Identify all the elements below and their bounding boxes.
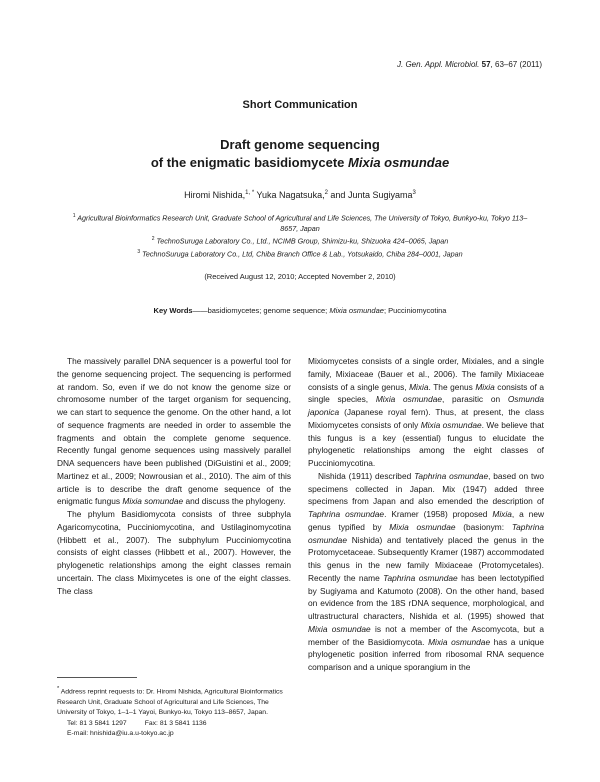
p3-italic-4: Osmunda japonica <box>308 394 544 417</box>
p4-text-9: has a unique phylogenetic position inferred from ribosomal RNA sequence comparison and a unique sporangium in the <box>308 636 544 672</box>
section-label: Short Communication <box>242 99 358 111</box>
author-2-name: Yuka Nagatsuka, <box>254 190 325 200</box>
title-line-2 <box>0 154 600 172</box>
paragraph-2: The phylum Basidiomycota consists of three subphyla Agaricomycotina, Pucciniomycotina, and Ustilaginomycotina (Hibbett et al., 2007). The subphylum Pucciniomycotina consists of eight classes (Hibbett et al., 2007). However, the phylogenetic relationships among the eight classes remain uncertain. The class Miximycetes is one of the eight classes. The class <box>57 509 291 596</box>
keywords-dash: —— <box>192 306 208 315</box>
footnote-marker: * <box>57 686 60 692</box>
footnote <box>57 684 291 740</box>
p4-text-8: is not a member of the Ascomycota, but a member of the Basidiomycota. <box>308 623 544 647</box>
p3-italic-2: Mixia <box>475 381 495 392</box>
keywords-part-3: ; Pucciniomycotina <box>383 306 447 315</box>
affiliation-2-text: TechnoSuruga Laboratory Co., Ltd., NCIMB Group, Shimizu-ku, Shizuoka 424–0065, Japan <box>154 236 449 246</box>
keywords <box>0 306 600 315</box>
author-2-sup: 2 <box>324 190 328 196</box>
p3-text-6: . We believe that this fungus is a key (essential) fungus to elucidate the phylogenetic relationships among the eight classes of Pucciniomycotina. <box>308 419 545 468</box>
author-3-sup: 3 <box>412 190 416 196</box>
p1-text-1: The massively parallel DNA sequencer is a powerful tool for the genome sequencing project. The sequencing is performed at random. So, even if we do not know the genome size or chromosome number of the target organism for sequencing, we can start to sequence the genome. On the other hand, a lot of sequence fragments are needed in order to assemble the fragments and obtain the complete genome sequence. Recently fungal genome sequences using massively parallel DNA sequencers have been published (DiGuistini et al., 2009; Martinez et al., 2009; Nowrousian et al., 2010). The aim of this article is to describe the draft genome sequence of the enigmatic fungus <box>57 356 291 507</box>
title-species: Mixia osmundae <box>348 155 450 170</box>
affiliation-1-text: Agricultural Bioinformatics Research Unit, Graduate School of Agricultural and Life Sciences, The University of Tokyo, Bunkyo-ku, Tokyo 113–8657, Japan <box>75 213 528 233</box>
affiliations <box>0 211 600 260</box>
p3-italic-1: Mixia <box>409 381 429 392</box>
p3-text-4: , parasitic on <box>442 394 508 405</box>
title-line-2-prefix: of the enigmatic basidiomycete <box>150 155 349 170</box>
paragraph-4 <box>308 470 544 674</box>
journal-name: J. Gen. Appl. Microbiol. <box>397 60 480 69</box>
p4-italic-5: Taphrina osmundae <box>308 521 544 545</box>
author-3-name: and Junta Sugiyama <box>327 190 413 200</box>
p1-text-2: and discuss the phylogeny. <box>183 496 286 507</box>
footnote-tel: Tel: 81 3 5841 1297 <box>67 719 127 727</box>
journal-pages: , 63–67 (2011) <box>490 60 542 69</box>
paper-title <box>0 136 600 172</box>
p4-italic-1: Taphrina osmundae <box>414 470 489 481</box>
keywords-part-1: basidiomycetes; genome sequence; <box>207 306 330 315</box>
footnote-email: E-mail: hnishida@iu.a.u-tokyo.ac.jp <box>67 730 174 738</box>
p4-text-2: , based on two specimens collected in Japan. Mix (1947) added three specimens from Japan and also emended the description of <box>308 470 544 507</box>
footnote-text: Address reprint requests to: Dr. Hiromi Nishida, Agricultural Bioinformatics Research Unit, Graduate School of Agricultural and Life Sciences, The University of Tokyo, 1–1–1 Yayoi, Bunkyo-ku, Tokyo 113–8657, Japan. <box>57 688 283 717</box>
p4-italic-2: Taphrina osmundae <box>308 509 385 519</box>
keywords-part-2: Mixia osmundae <box>329 306 384 315</box>
p3-text-5: (Japanese royal fern). Thus, at present, the class Mixiomycetes consists of only <box>308 407 544 430</box>
p3-italic-5: Mixia osmundae <box>420 419 482 430</box>
p4-text-6: Nishida) and tentatively placed the genus in the Protomycetaceae. Subsequently Kramer (1987) accommodated this genus in the new family Mixiaceae (Protomycetales). Recently the name <box>308 534 544 583</box>
title-line-1: Draft genome sequencing <box>220 137 380 152</box>
p4-text-3: . Kramer (1958) proposed <box>384 509 493 519</box>
footnote-fax: Fax: 81 3 5841 1136 <box>144 719 207 727</box>
p1-italic-1: Mixia somundae <box>122 496 184 507</box>
p4-text-1: Nishida (1911) described <box>318 470 415 481</box>
p3-text-3: consists of a single species, <box>308 381 545 405</box>
author-list <box>0 190 600 200</box>
footnote-address <box>57 684 291 719</box>
received-dates: (Received August 12, 2010; Accepted November 2, 2010) <box>204 272 396 281</box>
paragraph-1 <box>57 355 291 508</box>
footnote-divider <box>57 677 137 678</box>
p3-text-1: Mixiomycetes consists of a single order, Mixiales, and a single family, Mixiaceae (Bauer et al., 2006). The family Mixiaceae consists of a single genus, <box>308 356 544 392</box>
affiliation-2-num: 2 <box>151 236 155 243</box>
author-1-name: Hiromi Nishida, <box>184 190 246 200</box>
p4-italic-7: Mixia osmundae <box>308 623 371 634</box>
affiliation-1-num: 1 <box>72 213 76 219</box>
p4-italic-6: Taphrina osmundae <box>383 572 458 583</box>
p3-italic-3: Mixia osmundae <box>375 394 442 405</box>
keywords-label: Key Words <box>153 306 193 315</box>
paragraph-3 <box>308 355 544 470</box>
affiliation-3 <box>0 247 600 260</box>
affiliation-3-num: 3 <box>137 249 141 256</box>
body-column-left <box>57 355 291 597</box>
affiliation-3-text: TechnoSuruga Laboratory Co., Ltd, Chiba Branch Office & Lab., Yotsukaido, Chiba 284–0001, Japan <box>140 249 463 259</box>
p4-italic-3: Mixia <box>492 509 512 519</box>
p4-text-4: , a new genus typified by <box>308 509 544 532</box>
author-1-sup: 1, * <box>245 190 255 196</box>
journal-volume: 57 <box>481 60 491 69</box>
p3-text-2: . The genus <box>428 381 476 392</box>
p4-italic-8: Mixia osmundae <box>428 636 491 647</box>
p4-italic-4: Mixia osmundae <box>389 521 456 532</box>
footnote-phone <box>57 719 291 730</box>
journal-citation <box>397 60 542 69</box>
p4-text-5: (basionym: <box>455 521 512 532</box>
affiliation-2 <box>0 234 600 247</box>
affiliation-1 <box>0 211 600 234</box>
p4-text-7: has been lectotypified by Sugiyama and Katumoto (2008). On the other hand, based on evidence from the 18S rDNA sequence, morphological, and ultrastructural characters, Nishida et al. (1995) showed that <box>308 572 545 621</box>
body-column-right <box>308 355 544 674</box>
